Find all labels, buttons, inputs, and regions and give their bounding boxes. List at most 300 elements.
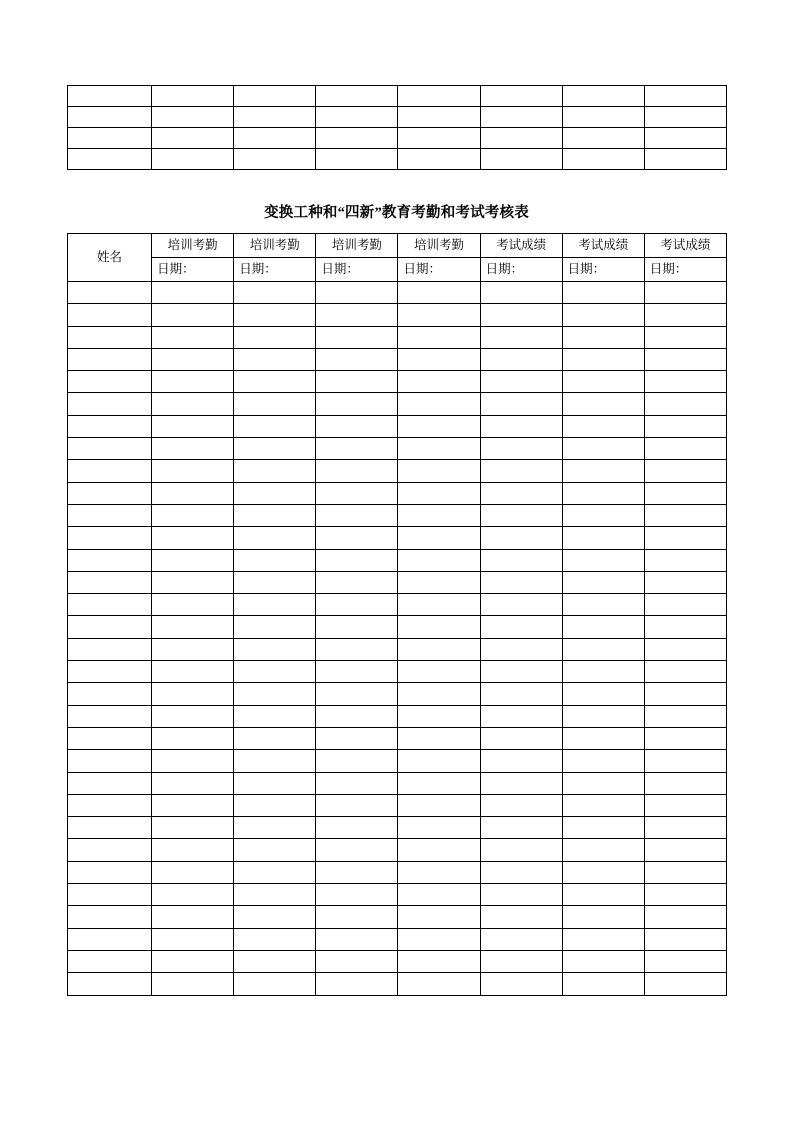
table-cell[interactable] bbox=[152, 415, 234, 437]
table-cell[interactable] bbox=[480, 282, 562, 304]
table-cell[interactable] bbox=[644, 794, 726, 816]
table-cell[interactable] bbox=[398, 727, 480, 749]
table-cell[interactable] bbox=[152, 683, 234, 705]
table-cell[interactable] bbox=[480, 326, 562, 348]
table-cell[interactable] bbox=[480, 371, 562, 393]
table-cell[interactable] bbox=[234, 973, 316, 995]
table-cell[interactable] bbox=[398, 884, 480, 906]
table-cell[interactable] bbox=[562, 149, 644, 170]
table-cell[interactable] bbox=[480, 817, 562, 839]
table-cell[interactable] bbox=[316, 86, 398, 107]
table-cell[interactable] bbox=[398, 128, 480, 149]
table-cell[interactable] bbox=[480, 950, 562, 972]
table-cell[interactable] bbox=[644, 973, 726, 995]
table-cell[interactable] bbox=[316, 304, 398, 326]
table-cell[interactable] bbox=[316, 772, 398, 794]
table-cell[interactable] bbox=[152, 149, 234, 170]
table-cell[interactable] bbox=[234, 527, 316, 549]
table-cell[interactable] bbox=[152, 638, 234, 660]
table-cell[interactable] bbox=[152, 326, 234, 348]
table-cell[interactable] bbox=[316, 393, 398, 415]
table-cell[interactable] bbox=[644, 282, 726, 304]
table-cell[interactable] bbox=[68, 128, 152, 149]
table-cell[interactable] bbox=[644, 107, 726, 128]
table-cell[interactable] bbox=[398, 282, 480, 304]
table-cell[interactable] bbox=[234, 794, 316, 816]
table-cell[interactable] bbox=[480, 973, 562, 995]
table-cell[interactable] bbox=[480, 438, 562, 460]
table-cell[interactable] bbox=[68, 839, 152, 861]
table-cell[interactable] bbox=[644, 817, 726, 839]
table-cell[interactable] bbox=[316, 527, 398, 549]
table-cell[interactable] bbox=[480, 86, 562, 107]
table-cell[interactable] bbox=[152, 772, 234, 794]
table-cell[interactable] bbox=[644, 304, 726, 326]
table-cell[interactable] bbox=[644, 415, 726, 437]
table-cell[interactable] bbox=[480, 683, 562, 705]
table-cell[interactable] bbox=[234, 928, 316, 950]
table-cell[interactable] bbox=[562, 348, 644, 370]
table-cell[interactable] bbox=[480, 772, 562, 794]
table-cell[interactable] bbox=[68, 772, 152, 794]
table-cell[interactable] bbox=[398, 304, 480, 326]
table-cell[interactable] bbox=[644, 594, 726, 616]
table-cell[interactable] bbox=[152, 348, 234, 370]
table-cell[interactable] bbox=[68, 950, 152, 972]
table-cell[interactable] bbox=[562, 282, 644, 304]
table-cell[interactable] bbox=[562, 973, 644, 995]
table-row bbox=[68, 928, 727, 950]
table-cell[interactable] bbox=[398, 594, 480, 616]
table-cell[interactable] bbox=[480, 861, 562, 883]
table-cell[interactable] bbox=[562, 371, 644, 393]
table-cell[interactable] bbox=[316, 107, 398, 128]
table-cell[interactable] bbox=[480, 393, 562, 415]
table-cell[interactable] bbox=[316, 348, 398, 370]
table-cell[interactable] bbox=[316, 504, 398, 526]
table-cell[interactable] bbox=[68, 884, 152, 906]
table-cell[interactable] bbox=[398, 817, 480, 839]
column-header-group-6: 考试成绩 bbox=[562, 234, 644, 258]
table-cell[interactable] bbox=[644, 884, 726, 906]
table-cell[interactable] bbox=[398, 571, 480, 593]
table-cell[interactable] bbox=[68, 705, 152, 727]
table-cell[interactable] bbox=[68, 750, 152, 772]
table-cell[interactable] bbox=[152, 438, 234, 460]
table-cell[interactable] bbox=[152, 527, 234, 549]
table-cell[interactable] bbox=[68, 393, 152, 415]
table-cell[interactable] bbox=[68, 527, 152, 549]
table-cell[interactable] bbox=[480, 304, 562, 326]
table-cell[interactable] bbox=[68, 326, 152, 348]
table-cell[interactable] bbox=[644, 727, 726, 749]
table-cell[interactable] bbox=[644, 661, 726, 683]
table-cell[interactable] bbox=[480, 884, 562, 906]
table-cell[interactable] bbox=[152, 571, 234, 593]
table-cell[interactable] bbox=[68, 594, 152, 616]
table-cell[interactable] bbox=[234, 371, 316, 393]
table-cell[interactable] bbox=[234, 817, 316, 839]
table-cell[interactable] bbox=[68, 973, 152, 995]
table-cell[interactable] bbox=[480, 594, 562, 616]
table-cell[interactable] bbox=[68, 415, 152, 437]
table-cell[interactable] bbox=[480, 482, 562, 504]
table-cell[interactable] bbox=[398, 794, 480, 816]
table-cell[interactable] bbox=[316, 661, 398, 683]
table-cell[interactable] bbox=[316, 638, 398, 660]
table-cell[interactable] bbox=[316, 928, 398, 950]
table-cell[interactable] bbox=[234, 326, 316, 348]
table-cell[interactable] bbox=[644, 928, 726, 950]
table-cell[interactable] bbox=[480, 128, 562, 149]
table-cell[interactable] bbox=[152, 460, 234, 482]
table-cell[interactable] bbox=[480, 107, 562, 128]
table-cell[interactable] bbox=[398, 705, 480, 727]
table-cell[interactable] bbox=[234, 594, 316, 616]
table-cell[interactable] bbox=[562, 482, 644, 504]
table-cell[interactable] bbox=[398, 460, 480, 482]
table-cell[interactable] bbox=[644, 326, 726, 348]
table-cell[interactable] bbox=[68, 817, 152, 839]
table-cell[interactable] bbox=[480, 348, 562, 370]
table-cell[interactable] bbox=[316, 973, 398, 995]
table-row bbox=[68, 282, 727, 304]
table-cell[interactable] bbox=[480, 460, 562, 482]
table-cell[interactable] bbox=[644, 371, 726, 393]
table-cell[interactable] bbox=[152, 884, 234, 906]
table-cell[interactable] bbox=[562, 304, 644, 326]
table-cell[interactable] bbox=[234, 282, 316, 304]
table-cell[interactable] bbox=[234, 149, 316, 170]
table-cell[interactable] bbox=[234, 638, 316, 660]
table-cell[interactable] bbox=[68, 282, 152, 304]
table-cell[interactable] bbox=[152, 906, 234, 928]
table-cell[interactable] bbox=[316, 683, 398, 705]
table-cell[interactable] bbox=[234, 727, 316, 749]
table-cell[interactable] bbox=[562, 594, 644, 616]
table-cell[interactable] bbox=[398, 149, 480, 170]
table-cell[interactable] bbox=[234, 348, 316, 370]
table-cell[interactable] bbox=[152, 794, 234, 816]
table-cell[interactable] bbox=[562, 950, 644, 972]
table-cell[interactable] bbox=[562, 705, 644, 727]
table-cell[interactable] bbox=[562, 86, 644, 107]
table-cell[interactable] bbox=[152, 482, 234, 504]
table-cell[interactable] bbox=[644, 750, 726, 772]
table-cell[interactable] bbox=[562, 772, 644, 794]
table-cell[interactable] bbox=[152, 504, 234, 526]
table-cell[interactable] bbox=[152, 393, 234, 415]
table-cell[interactable] bbox=[316, 460, 398, 482]
table-cell[interactable] bbox=[398, 107, 480, 128]
table-cell[interactable] bbox=[234, 86, 316, 107]
table-cell[interactable] bbox=[480, 504, 562, 526]
table-cell[interactable] bbox=[68, 794, 152, 816]
table-cell[interactable] bbox=[644, 772, 726, 794]
table-cell[interactable] bbox=[68, 371, 152, 393]
table-cell[interactable] bbox=[644, 683, 726, 705]
table-cell[interactable] bbox=[152, 727, 234, 749]
table-cell[interactable] bbox=[152, 282, 234, 304]
table-cell[interactable] bbox=[398, 750, 480, 772]
table-cell[interactable] bbox=[480, 727, 562, 749]
table-cell[interactable] bbox=[398, 861, 480, 883]
table-cell[interactable] bbox=[316, 727, 398, 749]
table-cell[interactable] bbox=[68, 683, 152, 705]
table-cell[interactable] bbox=[644, 616, 726, 638]
table-cell[interactable] bbox=[152, 817, 234, 839]
table-cell[interactable] bbox=[398, 638, 480, 660]
table-cell[interactable] bbox=[562, 571, 644, 593]
table-cell[interactable] bbox=[68, 906, 152, 928]
table-cell[interactable] bbox=[234, 683, 316, 705]
table-cell[interactable] bbox=[234, 128, 316, 149]
column-header-group-4: 培训考勤 bbox=[398, 234, 480, 258]
table-cell[interactable] bbox=[562, 107, 644, 128]
table-cell[interactable] bbox=[68, 149, 152, 170]
table-cell[interactable] bbox=[644, 393, 726, 415]
table-cell[interactable] bbox=[562, 727, 644, 749]
table-cell[interactable] bbox=[316, 482, 398, 504]
table-cell[interactable] bbox=[562, 504, 644, 526]
table-cell[interactable] bbox=[398, 393, 480, 415]
table-cell[interactable] bbox=[562, 839, 644, 861]
table-cell[interactable] bbox=[398, 906, 480, 928]
column-header-date-6: 日期： bbox=[562, 258, 644, 282]
table-cell[interactable] bbox=[316, 149, 398, 170]
table-cell[interactable] bbox=[562, 128, 644, 149]
table-cell[interactable] bbox=[562, 928, 644, 950]
table-cell[interactable] bbox=[316, 616, 398, 638]
table-row bbox=[68, 549, 727, 571]
table-cell[interactable] bbox=[644, 128, 726, 149]
table-cell[interactable] bbox=[234, 616, 316, 638]
table-cell[interactable] bbox=[234, 393, 316, 415]
table-cell[interactable] bbox=[152, 661, 234, 683]
table-cell[interactable] bbox=[398, 616, 480, 638]
table-cell[interactable] bbox=[316, 128, 398, 149]
table-cell[interactable] bbox=[234, 839, 316, 861]
table-cell[interactable] bbox=[234, 438, 316, 460]
table-cell[interactable] bbox=[152, 973, 234, 995]
table-cell[interactable] bbox=[316, 817, 398, 839]
table-cell[interactable] bbox=[234, 705, 316, 727]
table-cell[interactable] bbox=[398, 772, 480, 794]
table-cell[interactable] bbox=[398, 527, 480, 549]
table-cell[interactable] bbox=[316, 571, 398, 593]
table-cell[interactable] bbox=[644, 348, 726, 370]
table-cell[interactable] bbox=[234, 460, 316, 482]
table-cell[interactable] bbox=[68, 107, 152, 128]
table-cell[interactable] bbox=[316, 705, 398, 727]
table-cell[interactable] bbox=[644, 638, 726, 660]
table-cell[interactable] bbox=[316, 750, 398, 772]
table-cell[interactable] bbox=[152, 128, 234, 149]
table-cell[interactable] bbox=[68, 304, 152, 326]
table-cell[interactable] bbox=[234, 482, 316, 504]
table-cell[interactable] bbox=[152, 705, 234, 727]
table-cell[interactable] bbox=[316, 326, 398, 348]
table-row bbox=[68, 950, 727, 972]
table-cell[interactable] bbox=[398, 438, 480, 460]
table-cell[interactable] bbox=[152, 304, 234, 326]
table-cell[interactable] bbox=[562, 661, 644, 683]
table-cell[interactable] bbox=[562, 549, 644, 571]
table-cell[interactable] bbox=[152, 861, 234, 883]
table-cell[interactable] bbox=[398, 661, 480, 683]
table-cell[interactable] bbox=[316, 794, 398, 816]
table-cell[interactable] bbox=[234, 504, 316, 526]
column-header-group-2: 培训考勤 bbox=[234, 234, 316, 258]
table-cell[interactable] bbox=[234, 772, 316, 794]
table-cell[interactable] bbox=[644, 906, 726, 928]
table-cell[interactable] bbox=[562, 638, 644, 660]
table-cell[interactable] bbox=[68, 482, 152, 504]
table-cell[interactable] bbox=[152, 950, 234, 972]
table-cell[interactable] bbox=[234, 549, 316, 571]
table-cell[interactable] bbox=[234, 861, 316, 883]
table-cell[interactable] bbox=[234, 884, 316, 906]
table-cell[interactable] bbox=[398, 482, 480, 504]
table-cell[interactable] bbox=[644, 86, 726, 107]
table-cell[interactable] bbox=[152, 107, 234, 128]
table-cell[interactable] bbox=[644, 705, 726, 727]
header-row-group bbox=[68, 234, 727, 258]
table-row bbox=[68, 839, 727, 861]
table-cell[interactable] bbox=[562, 750, 644, 772]
table-cell[interactable] bbox=[152, 594, 234, 616]
table-cell[interactable] bbox=[234, 571, 316, 593]
table-cell[interactable] bbox=[644, 571, 726, 593]
table-cell[interactable] bbox=[562, 794, 644, 816]
table-cell[interactable] bbox=[234, 107, 316, 128]
table-cell[interactable] bbox=[234, 950, 316, 972]
table-cell[interactable] bbox=[398, 86, 480, 107]
table-cell[interactable] bbox=[562, 415, 644, 437]
table-cell[interactable] bbox=[480, 928, 562, 950]
table-cell[interactable] bbox=[562, 683, 644, 705]
table-cell[interactable] bbox=[398, 504, 480, 526]
table-cell[interactable] bbox=[644, 549, 726, 571]
table-cell[interactable] bbox=[316, 549, 398, 571]
table-cell[interactable] bbox=[316, 950, 398, 972]
table-cell[interactable] bbox=[152, 928, 234, 950]
table-cell[interactable] bbox=[234, 906, 316, 928]
table-cell[interactable] bbox=[562, 460, 644, 482]
table-cell[interactable] bbox=[398, 371, 480, 393]
table-cell[interactable] bbox=[316, 371, 398, 393]
table-cell[interactable] bbox=[152, 616, 234, 638]
table-cell[interactable] bbox=[316, 594, 398, 616]
table-cell[interactable] bbox=[68, 504, 152, 526]
table-cell[interactable] bbox=[644, 438, 726, 460]
table-cell[interactable] bbox=[68, 571, 152, 593]
table-cell[interactable] bbox=[152, 549, 234, 571]
table-cell[interactable] bbox=[316, 438, 398, 460]
table-cell[interactable] bbox=[562, 326, 644, 348]
table-cell[interactable] bbox=[398, 839, 480, 861]
table-cell[interactable] bbox=[68, 661, 152, 683]
table-cell[interactable] bbox=[398, 326, 480, 348]
table-cell[interactable] bbox=[398, 973, 480, 995]
table-row bbox=[68, 504, 727, 526]
table-cell[interactable] bbox=[234, 415, 316, 437]
table-cell[interactable] bbox=[316, 839, 398, 861]
table-cell[interactable] bbox=[68, 727, 152, 749]
table-cell[interactable] bbox=[562, 527, 644, 549]
table-cell[interactable] bbox=[644, 527, 726, 549]
table-cell[interactable] bbox=[316, 861, 398, 883]
table-cell[interactable] bbox=[316, 906, 398, 928]
table-cell[interactable] bbox=[562, 817, 644, 839]
table-cell[interactable] bbox=[68, 438, 152, 460]
table-cell[interactable] bbox=[480, 549, 562, 571]
table-cell[interactable] bbox=[644, 149, 726, 170]
table-cell[interactable] bbox=[68, 928, 152, 950]
table-cell[interactable] bbox=[644, 482, 726, 504]
table-cell[interactable] bbox=[398, 348, 480, 370]
table-cell[interactable] bbox=[68, 348, 152, 370]
table-cell[interactable] bbox=[480, 638, 562, 660]
table-cell[interactable] bbox=[316, 415, 398, 437]
table-cell[interactable] bbox=[644, 861, 726, 883]
table-cell[interactable] bbox=[234, 661, 316, 683]
table-cell[interactable] bbox=[68, 460, 152, 482]
table-cell[interactable] bbox=[398, 950, 480, 972]
table-cell[interactable] bbox=[480, 571, 562, 593]
table-cell[interactable] bbox=[68, 861, 152, 883]
table-cell[interactable] bbox=[480, 794, 562, 816]
table-cell[interactable] bbox=[562, 906, 644, 928]
table-cell[interactable] bbox=[480, 527, 562, 549]
table-row bbox=[68, 149, 727, 170]
table-cell[interactable] bbox=[480, 906, 562, 928]
table-cell[interactable] bbox=[152, 839, 234, 861]
table-cell[interactable] bbox=[398, 928, 480, 950]
table-cell[interactable] bbox=[644, 839, 726, 861]
table-cell[interactable] bbox=[562, 884, 644, 906]
table-cell[interactable] bbox=[480, 750, 562, 772]
table-cell[interactable] bbox=[480, 149, 562, 170]
table-cell[interactable] bbox=[398, 415, 480, 437]
table-cell[interactable] bbox=[68, 86, 152, 107]
table-cell[interactable] bbox=[316, 282, 398, 304]
table-cell[interactable] bbox=[234, 750, 316, 772]
table-cell[interactable] bbox=[644, 950, 726, 972]
table-cell[interactable] bbox=[644, 504, 726, 526]
table-cell[interactable] bbox=[480, 616, 562, 638]
table-cell[interactable] bbox=[234, 304, 316, 326]
table-cell[interactable] bbox=[562, 616, 644, 638]
table-cell[interactable] bbox=[562, 438, 644, 460]
table-cell[interactable] bbox=[562, 861, 644, 883]
table-cell[interactable] bbox=[68, 549, 152, 571]
table-cell[interactable] bbox=[480, 661, 562, 683]
table-cell[interactable] bbox=[562, 393, 644, 415]
table-cell[interactable] bbox=[398, 683, 480, 705]
table-cell[interactable] bbox=[644, 460, 726, 482]
table-cell[interactable] bbox=[480, 839, 562, 861]
table-cell[interactable] bbox=[68, 638, 152, 660]
table-cell[interactable] bbox=[152, 86, 234, 107]
table-cell[interactable] bbox=[316, 884, 398, 906]
table-cell[interactable] bbox=[480, 705, 562, 727]
table-cell[interactable] bbox=[152, 750, 234, 772]
table-cell[interactable] bbox=[398, 549, 480, 571]
table-cell[interactable] bbox=[480, 415, 562, 437]
table-cell[interactable] bbox=[68, 616, 152, 638]
table-cell[interactable] bbox=[152, 371, 234, 393]
